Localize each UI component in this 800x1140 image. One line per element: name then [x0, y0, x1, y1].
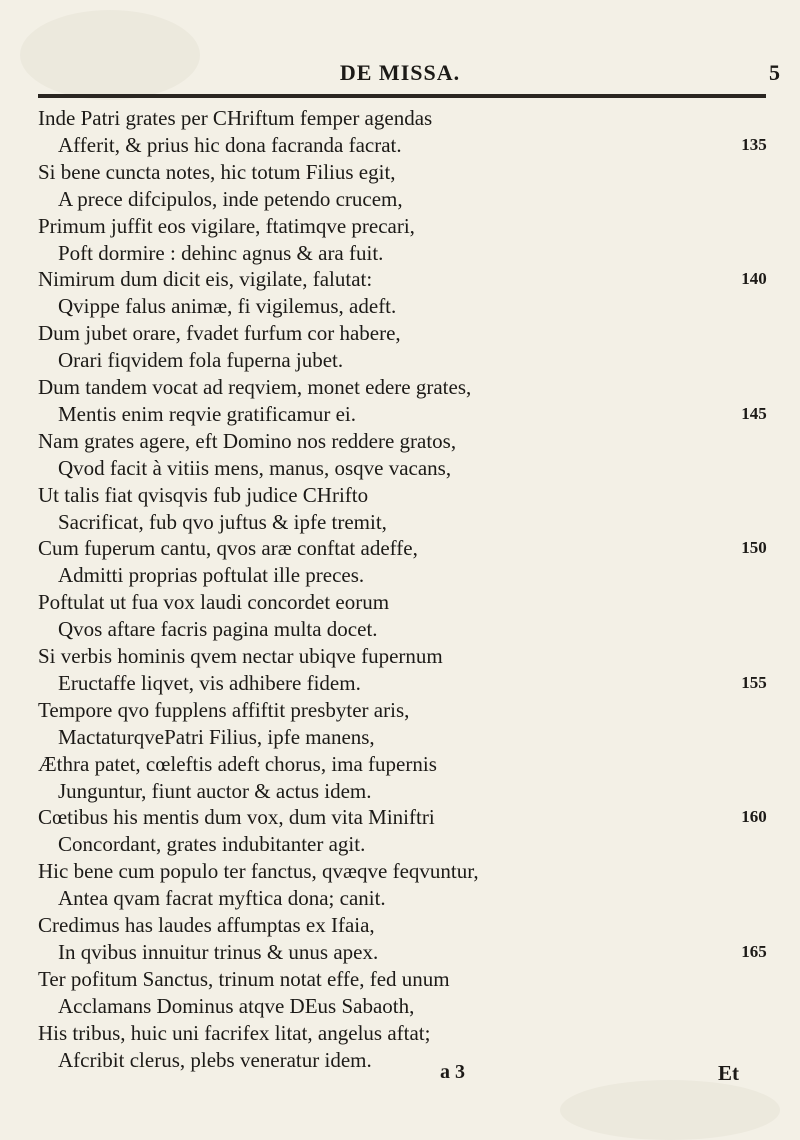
verse-line: Si verbis hominis qvem nectar ubiqve fupernum — [38, 644, 443, 668]
verse-line: Si bene cuncta notes, hic totum Filius egit, — [38, 159, 396, 184]
verse-line: Nimirum dum dicit eis, vigilate, falutat: — [38, 267, 373, 292]
verse-line: His tribus, huic uni facrifex litat, angelus aftat; — [38, 1020, 431, 1045]
running-title: DE MISSA. — [339, 60, 461, 85]
verse-line: Eructaffe liqvet, vis adhibere fidem. — [58, 670, 361, 695]
verse-line: Acclamans Dominus atqve DEus Sabaoth, — [58, 993, 415, 1018]
line-number: 160 — [741, 807, 767, 827]
verse-line: Cœtibus his mentis dum vox, dum vita Miniftri — [38, 805, 435, 830]
verse-line: Inde Patri grates per CHriftum femper agendas — [38, 106, 433, 130]
verse-line: Afferit, & prius hic dona facranda facrat. — [58, 132, 402, 157]
verse-line: Ter pofitum Sanctus, trinum notat effe, fed unum — [38, 966, 450, 991]
verse-line: In qvibus innuitur trinus & unus apex. — [58, 939, 379, 964]
verse-line: Cum fuperum cantu, qvos aræ conftat adeffe, — [38, 536, 418, 561]
verse-line: Orari fiqvidem fola fuperna jubet. — [58, 348, 344, 373]
verse-line: Afcribit clerus, plebs veneratur idem. — [58, 1047, 372, 1072]
paper-stain — [560, 1080, 780, 1140]
verse-line: Sacrificat, fub qvo juftus & ipfe tremit, — [58, 509, 387, 534]
verse-line: Hic bene cum populo ter fanctus, qvæqve feqvuntur, — [38, 859, 479, 884]
verse-line: Ut talis fiat qvisqvis fub judice CHrifto — [38, 482, 369, 507]
header-rule — [38, 94, 766, 98]
verse-line: Poftulat ut fua vox laudi concordet eorum — [38, 590, 390, 615]
line-number: 140 — [741, 269, 767, 289]
verse-line: Qvos aftare facris pagina multa docet. — [58, 617, 378, 642]
verse-line: Admitti proprias poftulat ille preces. — [58, 563, 365, 588]
line-number: 155 — [741, 672, 767, 692]
verse-line: Mentis enim reqvie gratificamur ei. — [58, 401, 356, 426]
verse-line: Dum tandem vocat ad reqviem, monet edere grates, — [38, 375, 472, 399]
verse-line: Concordant, grates indubitanter agit. — [58, 832, 366, 857]
verse-line: Antea qvam facrat myftica dona; canit. — [58, 886, 386, 911]
verse-line: Dum jubet orare, fvadet furfum cor habere, — [38, 321, 401, 346]
line-number: 135 — [741, 134, 767, 154]
verse-line: Æthra patet, cœleftis adeft chorus, ima fupernis — [38, 751, 437, 776]
page-number: 5 — [769, 60, 780, 85]
verse-line: Qvod facit à vitiis mens, manus, osqve vacans, — [58, 455, 452, 480]
line-number: 165 — [741, 941, 767, 961]
verse-line: Nam grates agere, eft Domino nos reddere gratos, — [38, 428, 457, 453]
signature-mark: a 3 — [440, 1061, 465, 1083]
verse-line: Credimus has laudes affumptas ex Ifaia, — [38, 913, 375, 937]
line-number: 150 — [741, 538, 767, 558]
verse-line: Poft dormire : dehinc agnus & ara fuit. — [58, 240, 384, 265]
line-number: 145 — [741, 403, 767, 423]
verse-line: Tempore qvo fupplens affiftit presbyter aris, — [38, 697, 410, 722]
verse-line: Junguntur, fiunt auctor & actus idem. — [58, 778, 372, 803]
verse-line: MactaturqvePatri Filius, ipfe manens, — [58, 724, 375, 749]
verse-line: Primum juffit eos vigilare, ftatimqve precari, — [38, 213, 415, 238]
verse-line: Qvippe falus animæ, fi vigilemus, adeft. — [58, 294, 397, 319]
catchword: Et — [718, 1061, 739, 1085]
running-header — [0, 60, 800, 90]
verse-line: A prece difcipulos, inde petendo crucem, — [58, 186, 403, 211]
